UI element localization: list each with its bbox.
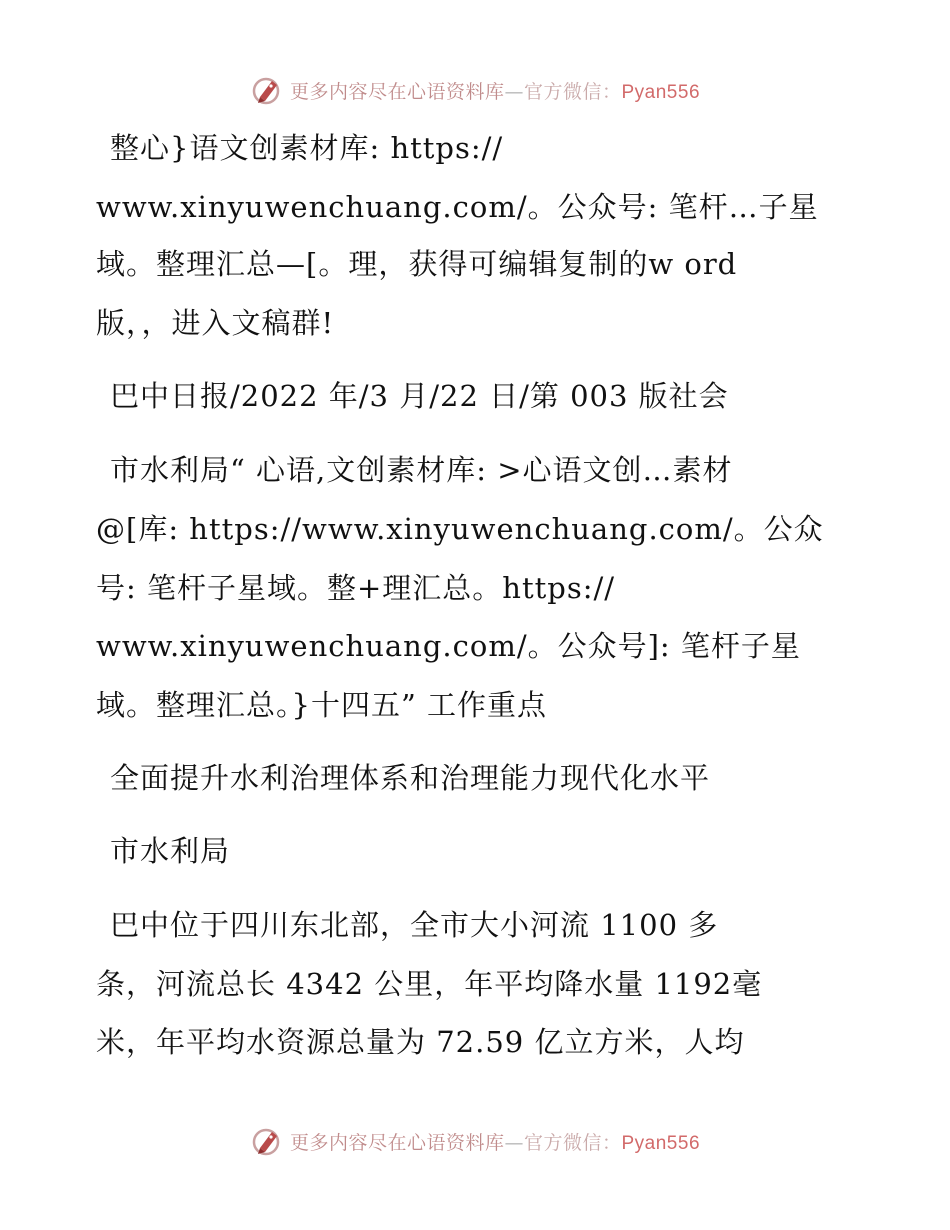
body-line: 巴中日报/2022 年/3 月/22 日/第 003 版社会: [110, 379, 729, 413]
watermark-separator: —: [504, 1131, 524, 1154]
body-line: 号: 笔杆子星域。整+理汇总。https://: [96, 571, 616, 605]
watermark-brand: 更多内容尽在心语资料库: [289, 1131, 505, 1154]
watermark-wechat-label: 官方微信：: [523, 80, 622, 103]
body-line: 域。整理汇总—[。理，获得可编辑复制的w ord: [96, 247, 738, 281]
watermark-wechat-handle: Pyan556: [621, 1132, 701, 1154]
watermark-wechat-handle: Pyan556: [621, 81, 701, 103]
watermark-text: [290, 1128, 700, 1155]
body-line: www.xinyuwenchuang.com/。公众号]: 笔杆子星: [96, 629, 801, 663]
body-line: 巴中位于四川东北部，全市大小河流 1100 多: [110, 908, 719, 942]
watermark-group: [250, 1124, 700, 1158]
body-line: 条，河流总长 4342 公里，年平均降水量 1192毫: [96, 967, 763, 1001]
body-line: 米，年平均水资源总量为 72.59 亿立方米，人均: [96, 1025, 745, 1059]
body-line: www.xinyuwenchuang.com/。公众号: 笔杆…子星: [96, 190, 819, 224]
pen-nib-logo-icon: [250, 1124, 284, 1158]
footer-watermark-banner: [0, 1121, 950, 1161]
section-heading: 全面提升水利治理体系和治理能力现代化水平: [110, 761, 711, 795]
watermark-separator: —: [504, 80, 524, 103]
body-line: 版，，进入文稿群!: [96, 306, 335, 340]
body-line: @[库: https://www.xinyuwenchuang.com/。公众: [96, 512, 824, 546]
watermark-wechat-label: 官方微信：: [523, 1131, 622, 1154]
body-line: 域。整理汇总。}十四五” 工作重点: [96, 688, 547, 722]
author-line: 市水利局: [110, 834, 231, 868]
watermark-brand: 更多内容尽在心语资料库: [289, 80, 505, 103]
body-line: 整心}语文创素材库: https://: [110, 131, 504, 165]
body-line: 市水利局“ 心语,文创素材库: >心语文创…素材: [110, 453, 733, 487]
